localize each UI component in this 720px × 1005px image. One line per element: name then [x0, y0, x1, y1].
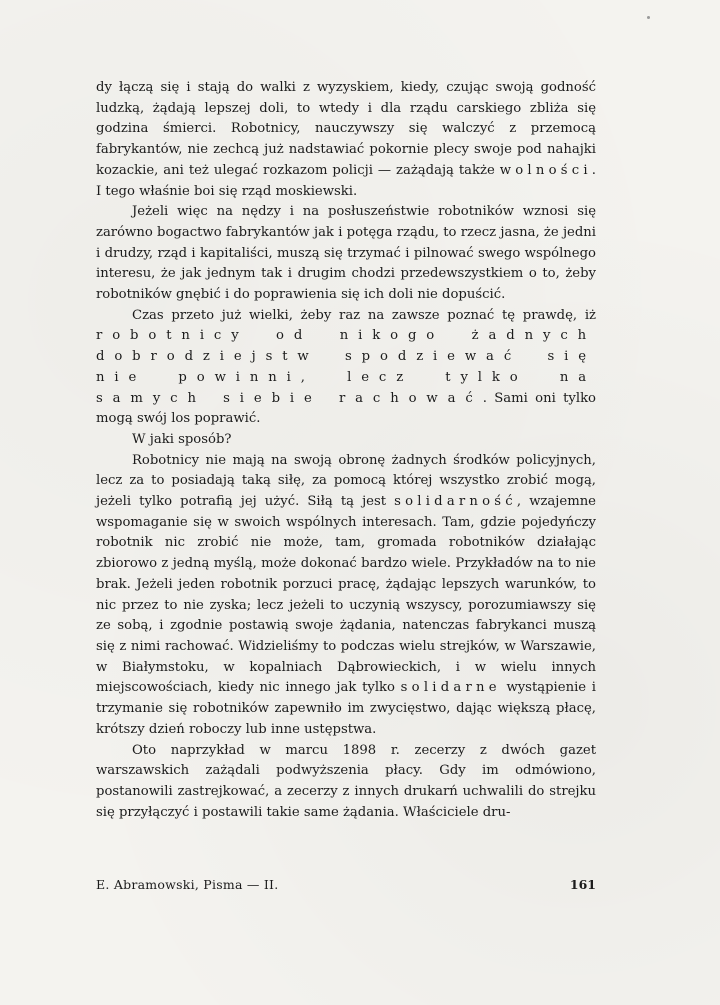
paragraph: [96, 306, 596, 430]
footer-author-title: E. Abramowski, Pisma — II.: [96, 877, 279, 892]
text-run: Czas przeto już wielki, żeby raz na zawsze poznać tę prawdę, iż: [132, 307, 596, 323]
text-run: Oto naprzykład w marcu 1898 r. zecerzy z dwóch gazet warszawskich zażądali podwyższenia płacy. Gdy im odmówiono, postanowili zastrejkować, a zecerzy z innych drukarń uchwalili do strejku się przyłączyć i postawili takie same żądania. Właściciele dru-: [96, 742, 596, 820]
paragraph: [96, 451, 596, 741]
paragraph: [96, 430, 596, 451]
emphasized-text: robotnicy od nikogo żadnych dobrodziejstw spodziewać się nie powinni, lecz tylko na samych siebie rachować: [96, 328, 596, 406]
text-run: dy łączą się i stają do walki z wyzyskiem, kiedy, czując swoją godność ludzką, żądają lepszej doli, to wtedy i dla rządu carskiego zbliża się godzina śmierci. Robotnicy, nauczywszy się walczyć z przemocą fabrykantów, nie zechcą już nadstawiać pokornie plecy swoje pod nahajki kozackie, ani też ulegać rozkazom policji — zażądają także: [96, 80, 596, 178]
emphasized-text: wolności: [499, 162, 592, 178]
emphasized-text: solidarność: [394, 494, 517, 510]
text-run: wystąpienie i trzymanie się robotników zapewniło im zwycięstwo, dając większą płacę, krótszy dzień roboczy lub inne ustępstwa.: [96, 680, 597, 737]
text-run: W jaki sposób?: [132, 431, 232, 447]
page-number: 161: [569, 877, 596, 892]
emphasized-text: solidarne: [400, 680, 501, 696]
text-run: . I tego właśnie boi się rząd moskiewski.: [96, 162, 596, 199]
paragraph: [96, 78, 596, 202]
paragraph: [96, 202, 596, 306]
scan-speck: [647, 16, 650, 19]
text-run: . Sami oni tylko mogą swój los poprawić.: [96, 390, 596, 427]
text-run: , wzajemne wspomaganie się w swoich wspólnych interesach. Tam, gdzie pojedyńczy robotnik nic zrobić nie może, tam, gromada robotników działając zbiorowo z jedną myślą, może dokonać bardzo wiele. Przykładów na to nie brak. Jeżeli jeden robotnik porzuci pracę, żądając lepszych warunków, to nic przez to nie zyska; lecz jeżeli to uczynią wszyscy, porozumiawszy się ze sobą, i zgodnie postawią swoje żądania, natenczas fabrykanci muszą się z nimi rachować. Widzieliśmy to podczas wielu strejków, w Warszawie, w Białymstoku, w kopalniach Dąbrowieckich, i w wielu innych miejscowościach, kiedy nic innego jak tylko: [96, 494, 596, 696]
body-text: [96, 78, 596, 823]
paragraph: [96, 741, 596, 824]
text-run: Jeżeli więc na nędzy i na posłuszeństwie robotników wznosi się zarówno bogactwo fabrykantów jak i potęga rządu, to rzecz jasna, że jedni i drudzy, rząd i kapitaliści, muszą się trzymać i pilnować swego wspólnego interesu, że jak jednym tak i drugim chodzi przedewszystkiem o to, żeby robotników gnębić i do poprawienia się ich doli nie dopuścić.: [96, 204, 596, 303]
text-run: Robotnicy nie mają na swoją obronę żadnych środków policyjnych, lecz za to posiadają taką siłę, za pomocą której wszystko zrobić mogą, jeżeli tylko potrafią jej użyć. Siłą tą jest: [96, 452, 596, 510]
